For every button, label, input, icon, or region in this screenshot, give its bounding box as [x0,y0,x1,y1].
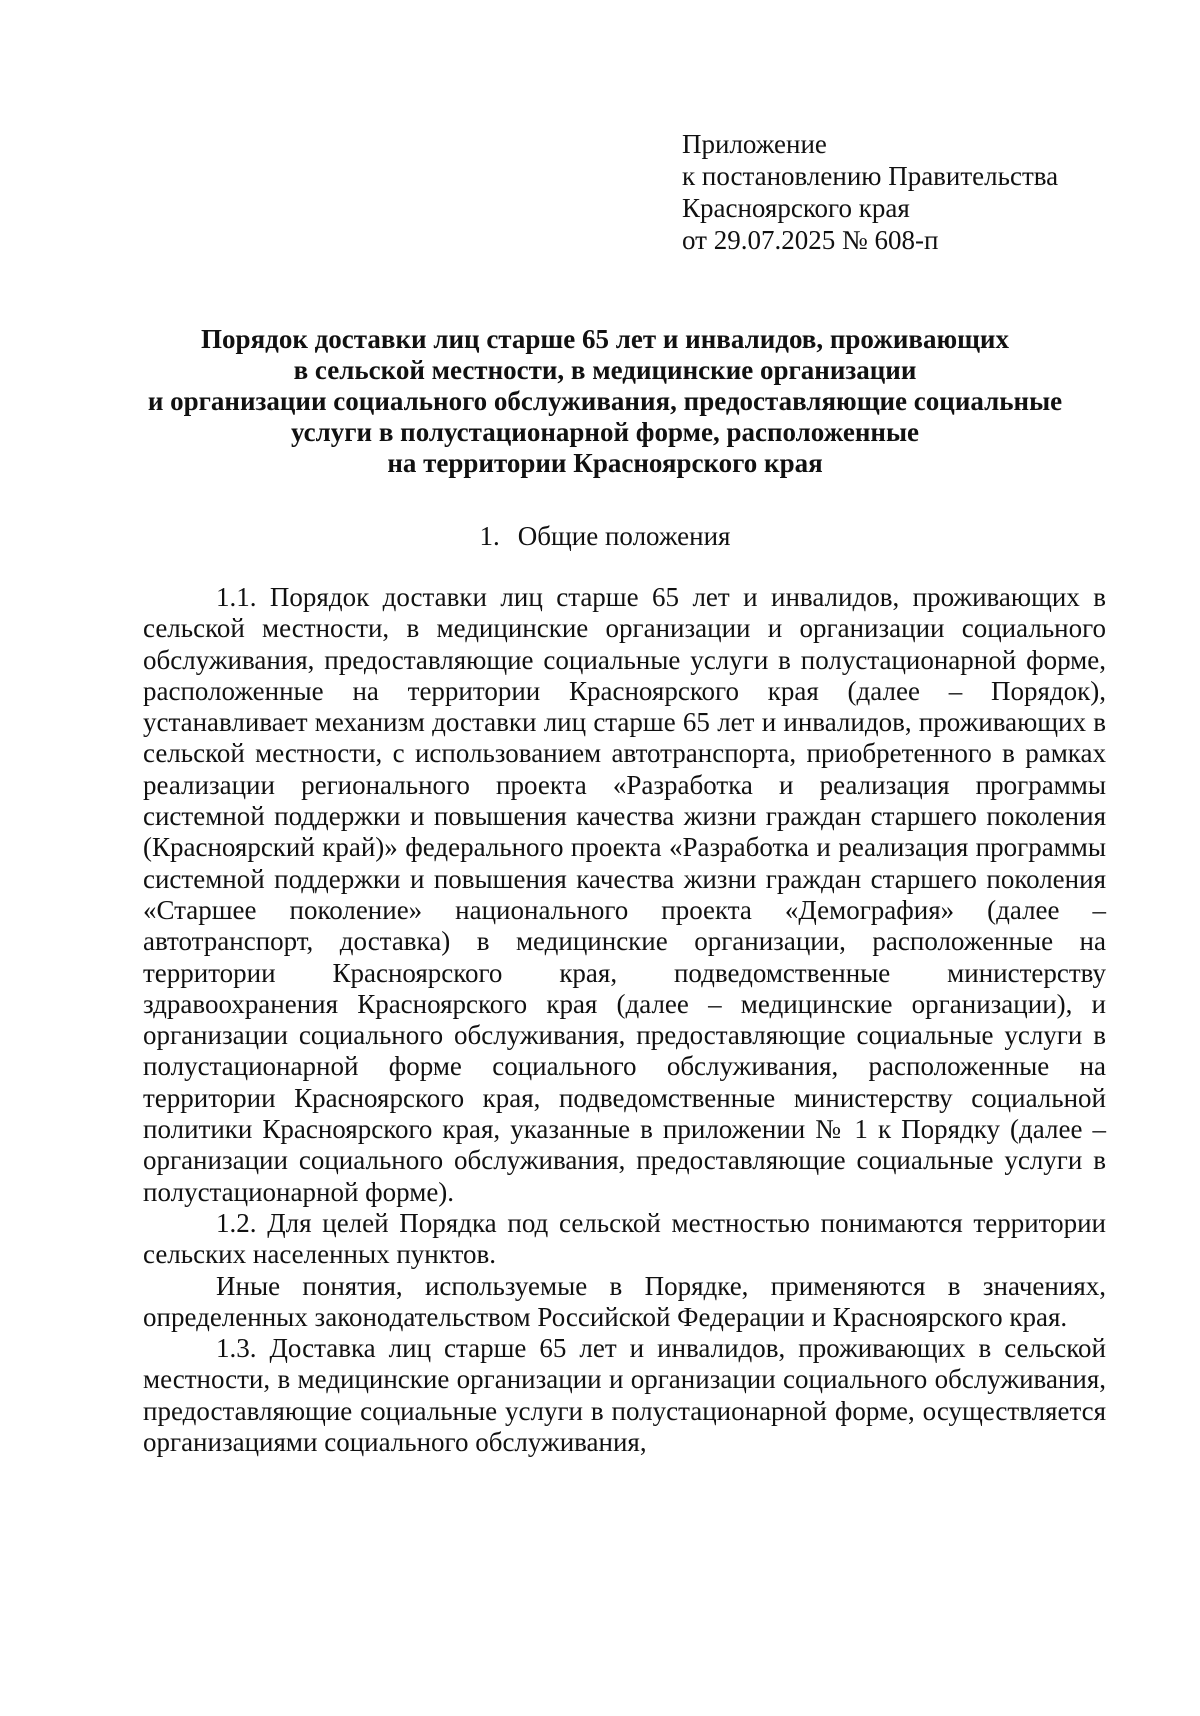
appendix-date-number: от 29.07.2025 № 608-п [682,225,939,255]
appendix-line: к постановлению Правительства [682,161,1059,191]
appendix-header [682,128,1058,256]
paragraph-1-3: 1.3. Доставка лиц старше 65 лет и инвалидов, проживающих в сельской местности, в медицинские организации и организации социального обслуживания, предоставляющие социальные услуги в полустационарной форме, осуществляется организациями социального обслуживания, [143,1333,1106,1458]
paragraph-1-2-continued: Иные понятия, используемые в Порядке, применяются в значениях, определенных законодательством Российской Федерации и Красноярского края. [143,1270,1106,1332]
appendix-line: Приложение [682,129,827,159]
title-line: в сельской местности, в медицинские организации [293,355,917,385]
title-line: и организации социального обслуживания, предоставляющие социальные [147,386,1063,416]
title-line: услуги в полустационарной форме, расположенные [290,417,920,447]
document-title [120,324,1090,479]
section-heading [120,520,1090,552]
paragraph-1-2: 1.2. Для целей Порядка под сельской местностью понимаются территории сельских населенных пунктов. [143,1207,1106,1270]
section-title: Общие положения [517,521,731,551]
title-line: Порядок доставки лиц старше 65 лет и инвалидов, проживающих [201,324,1009,354]
paragraph-1-1: 1.1. Порядок доставки лиц старше 65 лет и инвалидов, проживающих в сельской местности, в медицинские организации и организации социального обслуживания, предоставляющие социальные услуги в полустационарной форме, расположенные на территории Красноярского края (далее – Порядок), устанавливает механизм доставки лиц старше 65 лет и инвалидов, проживающих в сельской местности, с использованием автотранспорта, приобретенного в рамках реализации регионального проекта «Разработка и реализация программы системной поддержки и повышения качества жизни граждан старшего поколения (Красноярский край)» федерального проекта «Разработка и реализация программы системной поддержки и повышения качества жизни граждан старшего поколения «Старшее поколение» национального проекта «Демография» (далее – автотранспорт, доставка) в медицинские организации, расположенные на территории Красноярского края, подведомственные министерству здравоохранения Красноярского края (далее – медицинские организации), и организации социального обслуживания, предоставляющие социальные услуги в полустационарной форме социального обслуживания, расположенные на территории Красноярского края, подведомственные министерству социальной политики Красноярского края, указанные в приложении № 1 к Порядку (далее – организации социального обслуживания, предоставляющие социальные услуги в полустационарной форме). [143,582,1106,1207]
section-number: 1. [479,521,500,551]
document-body [143,582,1106,1458]
appendix-line: Красноярского края [682,193,910,223]
title-line: на территории Красноярского края [387,448,823,478]
